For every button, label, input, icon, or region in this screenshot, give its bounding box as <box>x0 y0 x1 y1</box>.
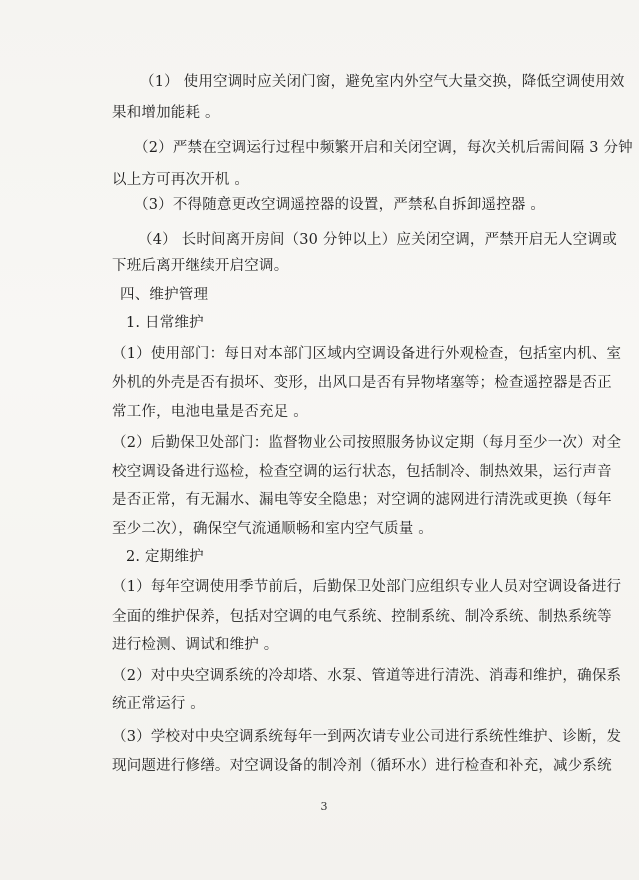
text-line: （3）不得随意更改空调遥控器的设置，严禁私自拆卸遥控器 。 <box>134 197 546 213</box>
text-line: （2）严禁在空调运行过程中频繁开启和关闭空调，每次关机后需间隔 3 分钟 <box>134 140 633 156</box>
text-line: 是否正常，有无漏水、漏电等安全隐患；对空调的滤网进行清洗或更换（每年 <box>112 492 612 508</box>
subsection-heading: 1. 日常维护 <box>126 315 204 331</box>
subsection-heading: 2. 定期维护 <box>126 549 204 565</box>
text-line: 至少二次），确保空气流通顺畅和室内空气质量 。 <box>112 521 433 537</box>
text-line: 常工作，电池电量是否充足 。 <box>112 404 308 420</box>
text-line: 果和增加能耗 。 <box>112 105 220 121</box>
text-line: 以上方可再次开机 。 <box>112 172 250 188</box>
page-number: 3 <box>320 800 328 813</box>
text-line: （1）使用部门：每日对本部门区域内空调设备进行外观检查，包括室内机、室 <box>112 346 622 362</box>
section-heading: 四、维护管理 <box>120 287 209 303</box>
text-line: （3）学校对中央空调系统每年一到两次请专业公司进行系统性维护、诊断，发 <box>112 729 622 745</box>
text-line: 外机的外壳是否有损坏、变形，出风口是否有异物堵塞等；检查遥控器是否正 <box>112 375 612 391</box>
text-line: （1）每年空调使用季节前后，后勤保卫处部门应组织专业人员对空调设备进行 <box>112 579 622 595</box>
text-line: 全面的维护保养，包括对空调的电气系统、控制系统、制冷系统、制热系统等 <box>112 609 612 625</box>
text-line: 统正常运行 。 <box>112 696 206 712</box>
text-line: 进行检测、调试和维护 。 <box>112 637 279 653</box>
text-line: 校空调设备进行巡检，检查空调的运行状态，包括制冷、制热效果，运行声音 <box>112 464 612 480</box>
text-line: （2）后勤保卫处部门：监督物业公司按照服务协议定期（每月至少一次）对全 <box>112 435 622 451</box>
text-line: （2）对中央空调系统的冷却塔、水泵、管道等进行清洗、消毒和维护，确保系 <box>112 668 622 684</box>
text-line: 下班后离开继续开启空调。 <box>112 258 289 274</box>
text-line: 现问题进行修缮。对空调设备的制冷剂（循环水）进行检查和补充，减少系统 <box>112 758 612 774</box>
text-line: （4） 长时间离开房间（30 分钟以上）应关闭空调，严禁开启无人空调或 <box>138 232 617 248</box>
text-line: （1） 使用空调时应关闭门窗，避免室内外空气大量交换，降低空调使用效 <box>140 74 625 90</box>
